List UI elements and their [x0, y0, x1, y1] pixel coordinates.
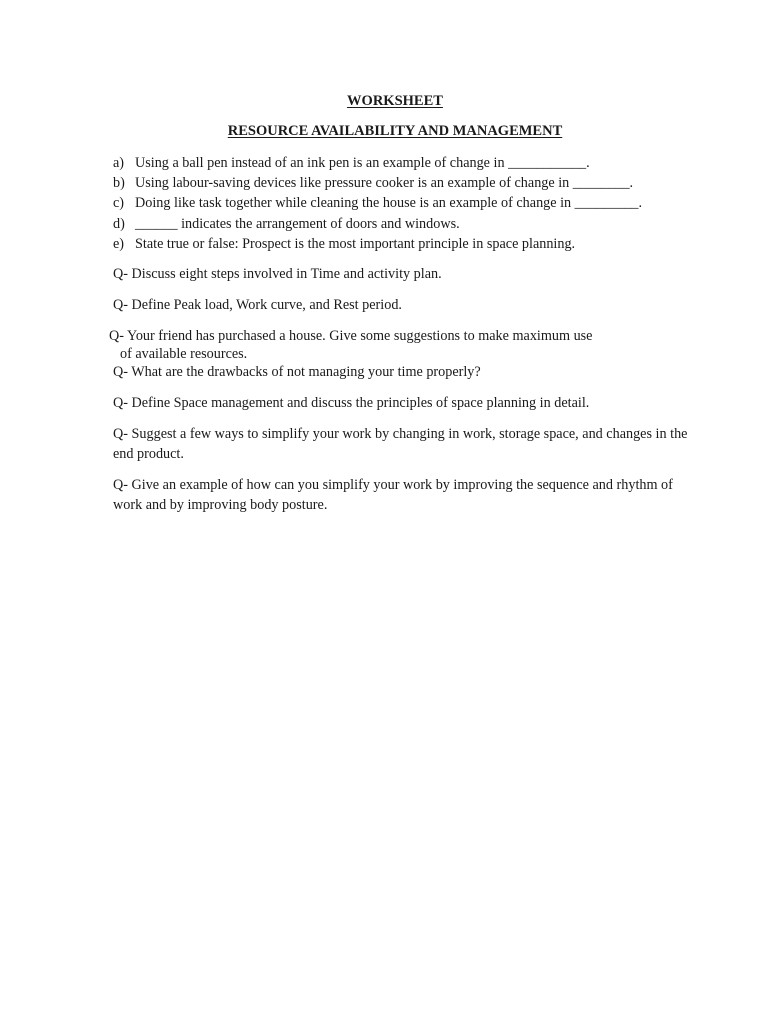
- question-house-resources: [109, 327, 592, 363]
- page-title: WORKSHEET: [347, 93, 443, 109]
- short-question-item: [113, 153, 642, 173]
- list-marker: b): [113, 175, 125, 192]
- short-question-item: [113, 173, 642, 193]
- page-subtitle: RESOURCE AVAILABILITY AND MANAGEMENT: [227, 123, 563, 139]
- list-marker: e): [113, 235, 125, 252]
- short-question-text: Doing like task together while cleaning the house is an example of change in _________.: [135, 195, 643, 212]
- question-peak-load: Q- Define Peak load, Work curve, and Rest period.: [113, 297, 402, 313]
- question-simplify-work: Q- Suggest a few ways to simplify your work by changing in work, storage space, and changes in the end product.: [113, 426, 688, 463]
- question-time-drawbacks: Q- What are the drawbacks of not managing your time properly?: [113, 364, 481, 380]
- list-marker: a): [113, 155, 125, 171]
- short-question-item: [113, 214, 642, 234]
- short-question-item: [113, 234, 642, 254]
- question-space-management: Q- Define Space management and discuss the principles of space planning in detail.: [113, 395, 590, 411]
- question-house-resources-line1: Q- Your friend has purchased a house. Give some suggestions to make maximum use: [109, 328, 593, 344]
- short-questions-list: [113, 153, 642, 254]
- short-question-text: ______ indicates the arrangement of doors and windows.: [135, 215, 460, 232]
- short-question-text: Using labour-saving devices like pressure cooker is an example of change in ________.: [135, 175, 634, 192]
- question-house-resources-line2: of available resources.: [120, 346, 248, 362]
- list-marker: c): [113, 195, 125, 212]
- question-sequence-rhythm: Q- Give an example of how can you simplify your work by improving the sequence and rhythm of work and by improving body posture.: [113, 477, 673, 514]
- question-time-activity-plan: Q- Discuss eight steps involved in Time and activity plan.: [113, 266, 442, 282]
- short-question-text: Using a ball pen instead of an ink pen is an example of change in ___________.: [135, 155, 590, 171]
- list-marker: d): [113, 215, 125, 232]
- short-question-text: State true or false: Prospect is the most important principle in space planning.: [135, 235, 576, 252]
- short-question-item: [113, 193, 642, 213]
